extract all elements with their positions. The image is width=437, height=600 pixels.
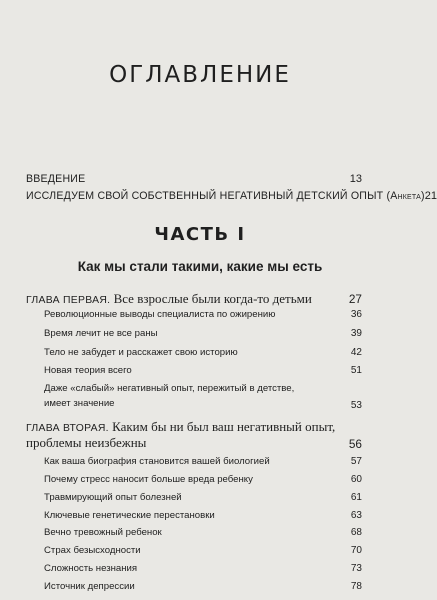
subentry-page-number: 73 [350, 563, 362, 574]
subentry-page-number: 63 [350, 510, 362, 521]
subentry-label: Как ваша биография становится вашей биологией [44, 456, 270, 467]
toc-chapter-2[interactable] [26, 419, 362, 435]
toc-subentry[interactable] [44, 456, 362, 467]
subentry-label-line-2: имеет значение [44, 398, 115, 409]
entry-label: ИССЛЕДУЕМ СВОЙ СОБСТВЕННЫЙ НЕГАТИВНЫЙ ДЕТСКИЙ ОПЫТ (Анкета) [26, 190, 425, 202]
subentry-page-number: 68 [350, 527, 362, 538]
subentry-label: Почему стресс наносит больше вреда ребенку [44, 474, 253, 485]
subentry-page-number: 42 [350, 347, 362, 358]
subentry-label: Сложность незнания [44, 563, 138, 574]
subentry-page-number: 51 [350, 365, 362, 376]
toc-title: ОГЛАВЛЕНИЕ [109, 62, 291, 88]
chapter-prefix: ГЛАВА ПЕРВАЯ. [26, 295, 111, 306]
chapter-heading [26, 419, 335, 435]
chapter-page-number: 56 [348, 437, 362, 451]
subentry-page-number: 57 [350, 456, 362, 467]
toc-subentry[interactable] [44, 492, 362, 503]
chapter-title-continued: проблемы неизбежны [26, 435, 147, 450]
chapter-page-number: 27 [348, 292, 362, 306]
subentry-label: Травмирующий опыт болезней [44, 492, 182, 503]
toc-subentry[interactable] [44, 581, 362, 592]
chapter-title: Все взрослые были когда-то детьми [113, 291, 312, 306]
part-title: ЧАСТЬ I [154, 224, 246, 245]
chapter-title: Каким бы ни был ваш негативный опыт, [112, 419, 336, 434]
toc-chapter-1[interactable] [26, 291, 362, 307]
subentry-page-number: 60 [350, 474, 362, 485]
chapter-heading [26, 291, 312, 307]
entry-label: ВВЕДЕНИЕ [26, 173, 86, 185]
subentry-page-number: 61 [350, 492, 362, 503]
subentry-label: Источник депрессии [44, 581, 135, 592]
subentry-label: Время лечит не все раны [44, 328, 158, 339]
subentry-label: Ключевые генетические перестановки [44, 510, 215, 521]
entry-page-number: 21 [424, 190, 437, 202]
subentry-page-number: 36 [350, 309, 362, 320]
part-subtitle: Как мы стали такими, какие мы есть [77, 259, 323, 274]
toc-subentry[interactable] [44, 365, 362, 376]
chapter-page-row [26, 437, 362, 451]
toc-subentry[interactable] [44, 474, 362, 485]
toc-subentry[interactable] [44, 545, 362, 556]
subentry-label: Тело не забудет и расскажет свою историю [44, 347, 238, 358]
toc-subentry[interactable] [44, 347, 362, 358]
subentry-page-number: 39 [350, 328, 362, 339]
toc-entry-introduction[interactable] [26, 173, 362, 185]
subentry-label: Революционные выводы специалиста по ожирению [44, 309, 276, 320]
subentry-page-number: 53 [350, 400, 362, 411]
subentry-page-number: 70 [350, 545, 362, 556]
entry-page-number: 13 [349, 173, 362, 185]
subentry-label: Страх безысходности [44, 545, 141, 556]
toc-subentry[interactable] [44, 309, 362, 320]
toc-subentry[interactable] [44, 563, 362, 574]
toc-subentry[interactable] [44, 527, 362, 538]
toc-entry-questionnaire[interactable] [26, 190, 437, 202]
chapter-prefix: ГЛАВА ВТОРАЯ. [26, 423, 109, 434]
subentry-label: Вечно тревожный ребенок [44, 527, 162, 538]
subentry-label: Новая теория всего [44, 365, 132, 376]
subentry-label-line-1: Даже «слабый» негативный опыт, пережитый в детстве, [44, 383, 295, 394]
toc-subentry[interactable] [44, 510, 362, 521]
subentry-page-number: 78 [350, 581, 362, 592]
toc-subentry[interactable] [44, 328, 362, 339]
